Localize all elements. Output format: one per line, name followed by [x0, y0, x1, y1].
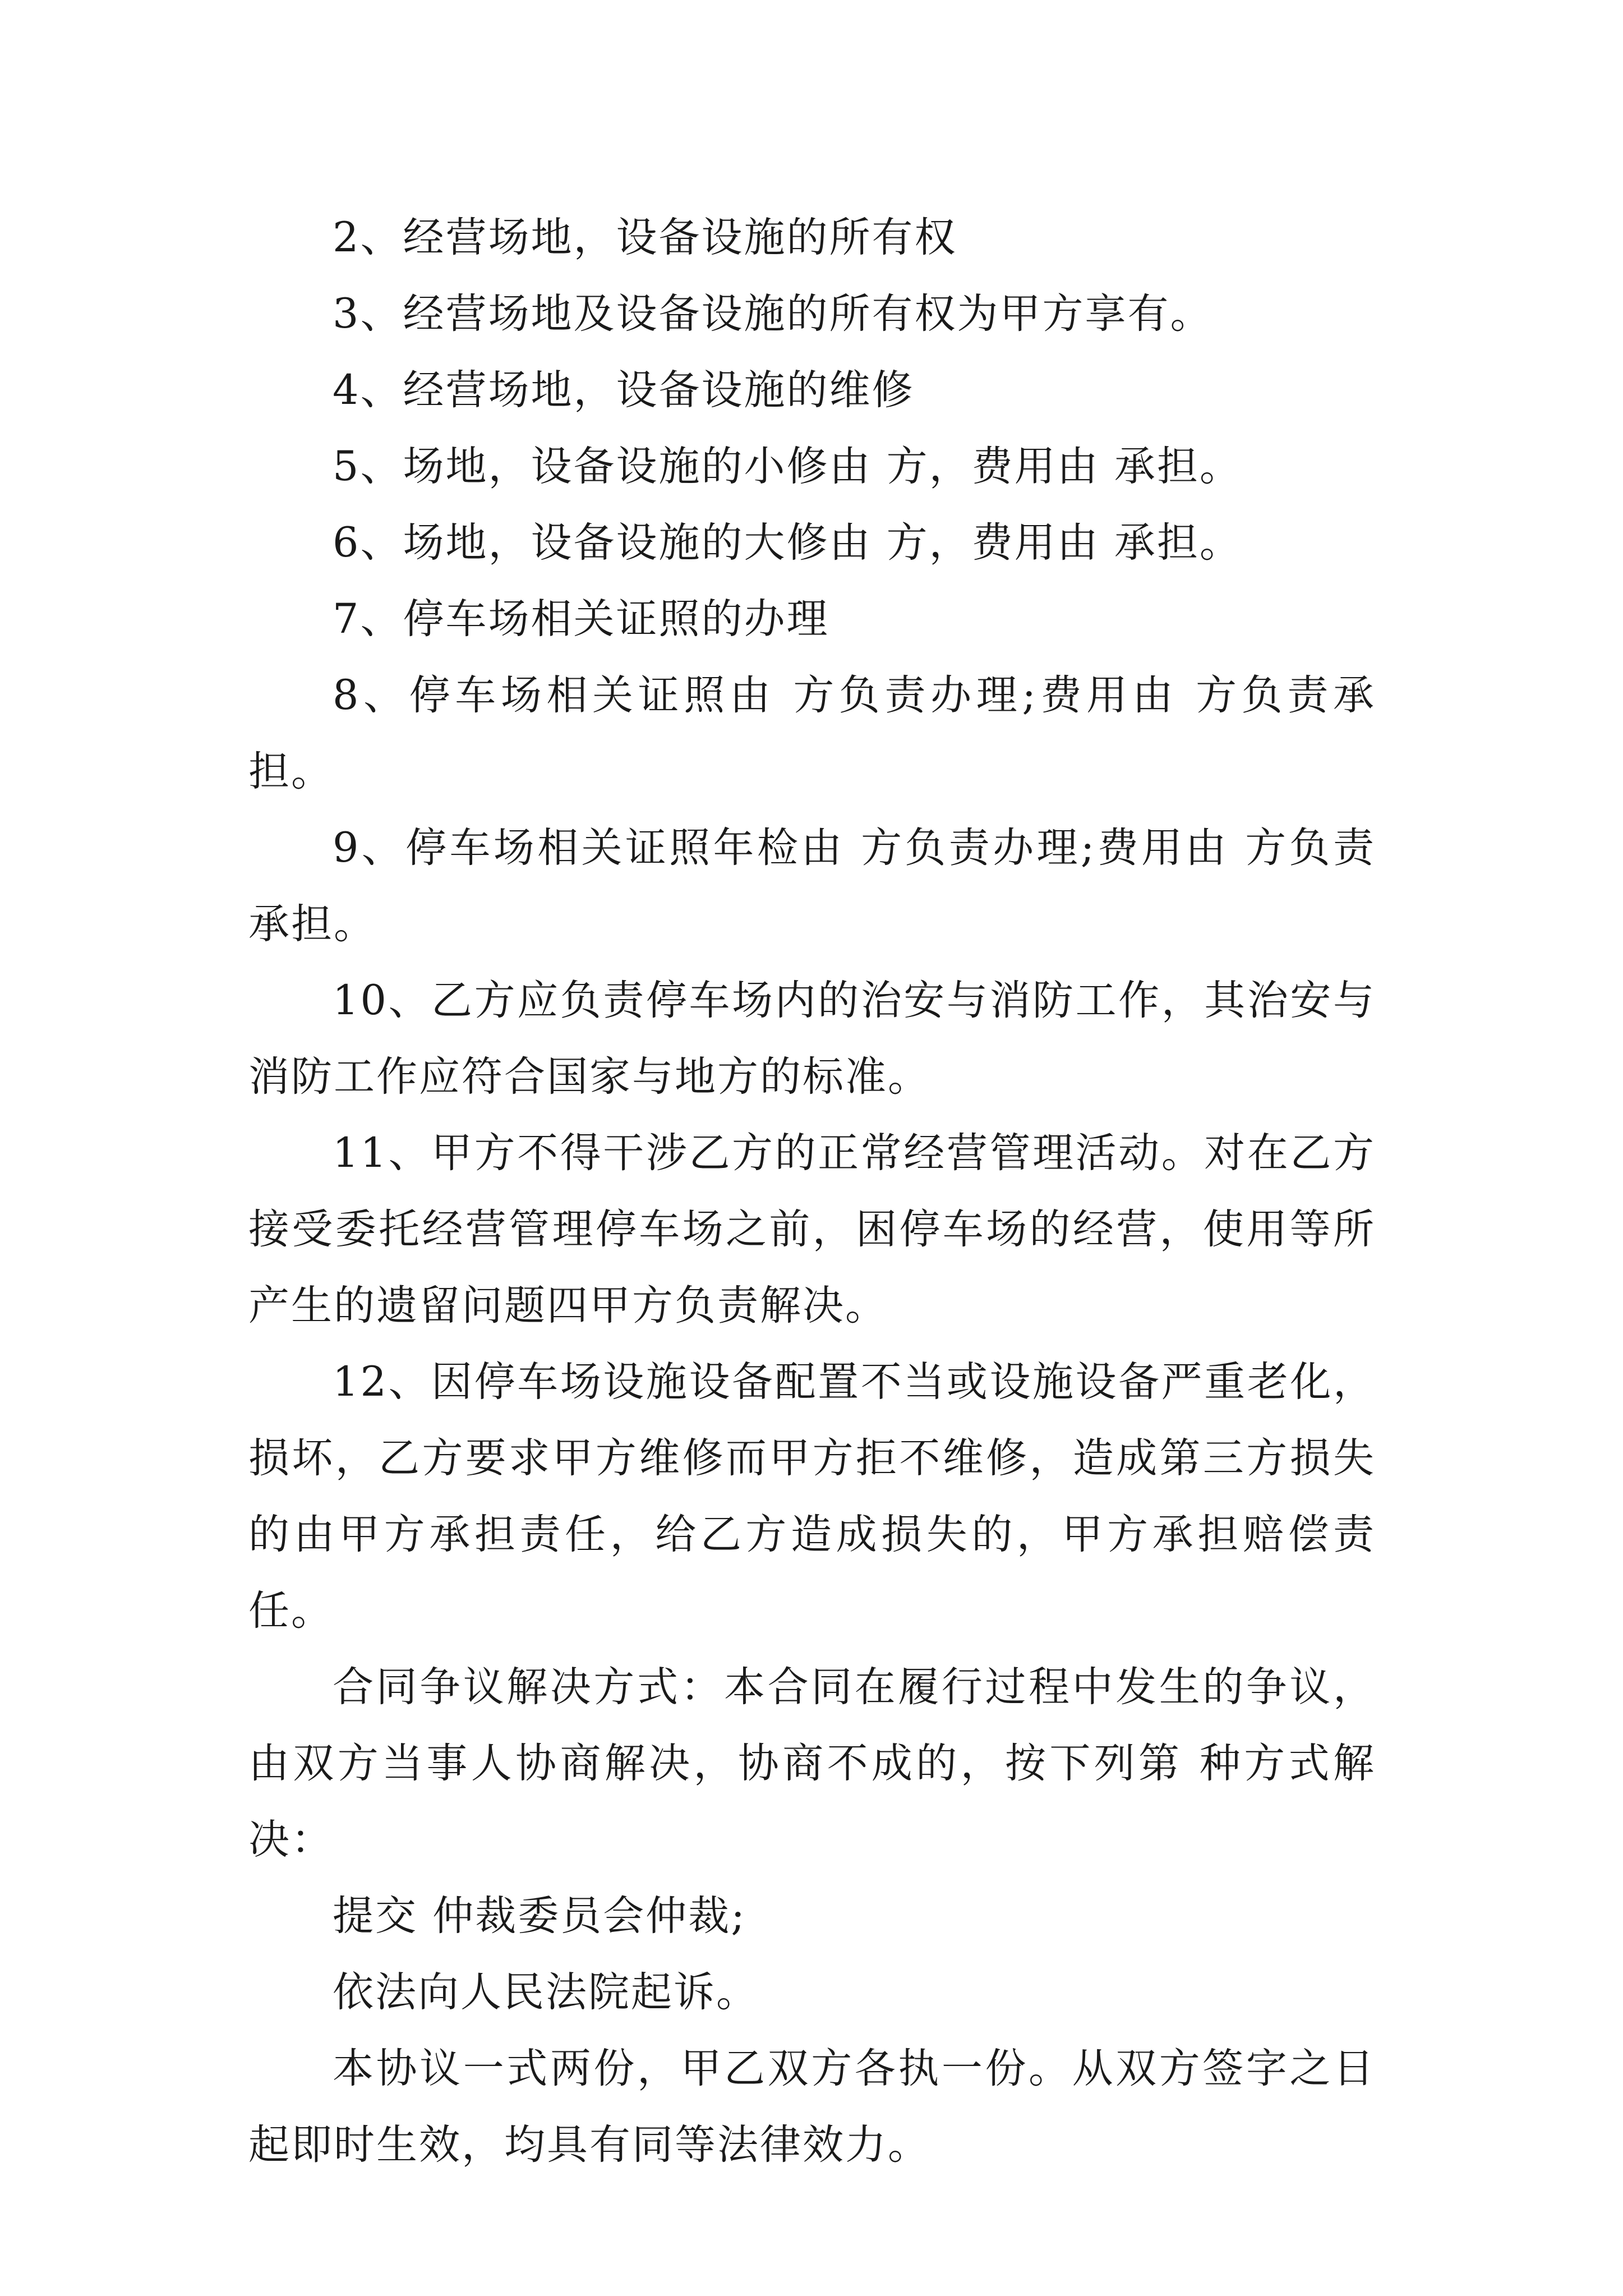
paragraph-license-heading: 7、停车场相关证照的办理 — [333, 595, 829, 643]
paragraph-ownership-heading: 2、经营场地，设备设施的所有权 — [333, 214, 957, 261]
paragraph-litigation: 依法向人民法院起诉。 — [333, 1968, 759, 2016]
paragraph-dispute-resolution: 合同争议解决方式：本合同在履行过程中发生的争议，由双方当事人协商解决，协商不成的，按下列第 种方式解决： — [248, 1663, 1376, 1864]
paragraph-security-fire: 10、乙方应负责停车场内的治安与消防工作，其治安与消防工作应符合国家与地方的标准。 — [248, 977, 1376, 1101]
paragraph-maintenance-heading: 4、经营场地，设备设施的维修 — [333, 366, 915, 414]
paragraph-ownership: 3、经营场地及设备设施的所有权为甲方享有。 — [333, 290, 1213, 338]
paragraph-non-interference: 11、甲方不得干涉乙方的正常经营管理活动。对在乙方接受委托经营管理停车场之前，困停车场的经营，使用等所产生的遗留问题四甲方负责解决。 — [248, 1129, 1376, 1329]
paragraph-arbitration: 提交 仲裁委员会仲裁; — [333, 1892, 746, 1940]
paragraph-major-repair: 6、场地，设备设施的大修由 方，费用由 承担。 — [333, 519, 1242, 567]
document-body — [248, 200, 1376, 2183]
paragraph-license-handling: 8、停车场相关证照由 方负责办理;费用由 方负责承担。 — [248, 671, 1376, 795]
paragraph-license-inspection: 9、停车场相关证照年检由 方负责办理;费用由 方负责承担。 — [248, 824, 1376, 948]
paragraph-effectiveness: 本协议一式两份，甲乙双方各执一份。从双方签字之日起即时生效，均具有同等法律效力。 — [248, 2045, 1376, 2169]
paragraph-minor-repair: 5、场地，设备设施的小修由 方，费用由 承担。 — [333, 443, 1242, 490]
paragraph-liability: 12、因停车场设施设备配置不当或设施设备严重老化，损坏，乙方要求甲方维修而甲方拒不维修，造成第三方损失的由甲方承担责任，给乙方造成损失的，甲方承担赔偿责任。 — [248, 1358, 1376, 1635]
